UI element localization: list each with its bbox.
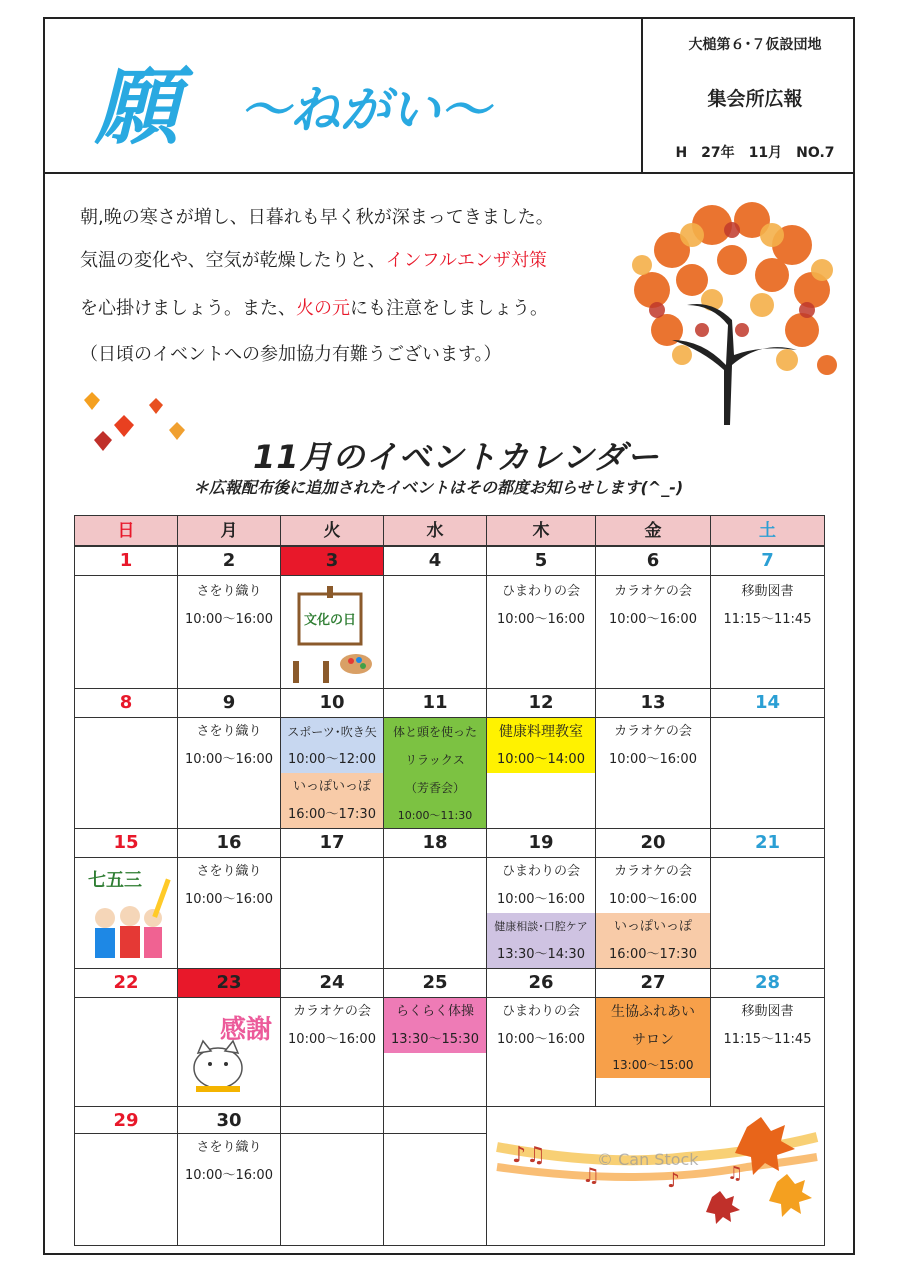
day-number: 15 [74, 828, 178, 858]
weekday-fri: 金 [595, 515, 711, 546]
event-coop-salon: 生協ふれあい サロン 13:00～15:00 [596, 998, 710, 1078]
day-number: 19 [486, 828, 596, 858]
day-cell [74, 1133, 178, 1246]
autumn-leaves-music-cell [486, 1106, 825, 1246]
day-cell [710, 717, 825, 829]
event-karaoke: カラオケの会 10:00～16:00 [595, 717, 711, 829]
day-cell [595, 857, 711, 969]
shichigosan-illustration [75, 858, 175, 966]
event-mobile-library: 移動図書 11:15～11:45 [710, 997, 825, 1107]
title-kana: ～ねがい～ [240, 81, 490, 139]
svg-text:♪♫: ♪♫ [512, 1143, 546, 1168]
shichigosan-cell [74, 857, 178, 969]
falling-leaves-illustration [74, 385, 194, 465]
day-number: 1 [74, 546, 178, 576]
title-kanji: 願 [95, 58, 178, 156]
day-cell [595, 997, 711, 1107]
event-relax: 体と頭を使った リラックス （芳香会） 10:00～11:30 [383, 717, 487, 829]
day-cell [74, 717, 178, 829]
day-cell [280, 1133, 384, 1246]
event-healthy-cooking: 健康料理教室 10:00～14:00 [487, 718, 595, 773]
day-number: 21 [710, 828, 825, 858]
event-health-consult: 健康相談･口腔ケア 13:30～14:30 [487, 913, 595, 968]
event-rakuraku-taiso: らくらく体操 13:30～15:30 [384, 998, 486, 1053]
day-number: 5 [486, 546, 596, 576]
day-cell [74, 997, 178, 1107]
event-calendar [74, 515, 825, 1246]
day-cell [280, 717, 384, 829]
calendar-title: 11月のイベントカレンダー [253, 438, 660, 476]
event-karaoke: カラオケの会 10:00～16:00 [595, 575, 711, 689]
day-number-empty [280, 1106, 384, 1134]
svg-text:感謝: 感謝 [219, 1015, 273, 1045]
day-number: 28 [710, 968, 825, 998]
day-number: 24 [280, 968, 384, 998]
weekday-sun: 日 [74, 515, 178, 546]
day-cell [74, 575, 178, 689]
day-number: 11 [383, 688, 487, 718]
event-karaoke: カラオケの会 10:00～16:00 [609, 864, 697, 907]
autumn-tree-illustration [612, 190, 844, 430]
svg-text:♫: ♫ [582, 1163, 600, 1187]
day-number: 20 [595, 828, 711, 858]
svg-text:文化の日: 文化の日 [303, 613, 357, 628]
day-number: 17 [280, 828, 384, 858]
event-himawari: ひまわりの会 10:00～16:00 [486, 575, 596, 689]
day-number: 25 [383, 968, 487, 998]
thanks-cell [177, 997, 281, 1107]
day-number: 13 [595, 688, 711, 718]
day-number: 26 [486, 968, 596, 998]
svg-text:♪: ♪ [667, 1168, 680, 1192]
day-cell [710, 857, 825, 969]
day-number: 18 [383, 828, 487, 858]
day-number: 4 [383, 546, 487, 576]
day-number: 27 [595, 968, 711, 998]
intro-line-3: を心掛けましょう。また、火の元にも注意をしましょう。 [80, 298, 548, 319]
svg-text:♫: ♫ [727, 1163, 744, 1184]
weekday-thu: 木 [486, 515, 596, 546]
day-cell [383, 997, 487, 1107]
day-cell [383, 1133, 487, 1246]
day-number-empty [383, 1106, 487, 1134]
culture-day-illustration [281, 576, 381, 686]
day-number: 2 [177, 546, 281, 576]
event-ippo-ippo: いっぽいっぽ 16:00～17:30 [596, 913, 710, 968]
weekday-tue: 火 [280, 515, 384, 546]
event-saori: さをり織り 10:00～16:00 [177, 575, 281, 689]
fire-highlight: 火の元 [296, 298, 350, 319]
day-number: 8 [74, 688, 178, 718]
day-cell [383, 857, 487, 969]
day-number-holiday: 23 [177, 968, 281, 998]
event-himawari: ひまわりの会 10:00～16:00 [497, 864, 585, 907]
event-ippo-ippo: いっぽいっぽ 16:00～17:30 [281, 773, 383, 828]
organization: 大槌第６･７仮設団地 [688, 37, 822, 53]
day-cell [383, 575, 487, 689]
day-number: 30 [177, 1106, 281, 1134]
day-cell [486, 857, 596, 969]
svg-text:七五三: 七五三 [88, 870, 142, 891]
day-number: 29 [74, 1106, 178, 1134]
day-number: 12 [486, 688, 596, 718]
event-saori: さをり織り 10:00～16:00 [177, 717, 281, 829]
day-number: 16 [177, 828, 281, 858]
day-number: 9 [177, 688, 281, 718]
weekday-sat: 土 [710, 515, 825, 546]
day-number: 14 [710, 688, 825, 718]
svg-text:© Can Stock: © Can Stock [597, 1150, 699, 1169]
day-number-holiday: 3 [280, 546, 384, 576]
weekday-mon: 月 [177, 515, 281, 546]
event-karaoke: カラオケの会 10:00～16:00 [280, 997, 384, 1107]
intro-line-1: 朝,晩の寒さが増し、日暮れも早く秋が深まってきました。 [80, 207, 554, 228]
flu-highlight: インフルエンザ対策 [385, 250, 547, 271]
event-himawari: ひまわりの会 10:00～16:00 [486, 997, 596, 1107]
event-saori: さをり織り 10:00～16:00 [177, 857, 281, 969]
day-number: 6 [595, 546, 711, 576]
thanks-cat-illustration [178, 998, 278, 1104]
day-number: 10 [280, 688, 384, 718]
day-number: 7 [710, 546, 825, 576]
autumn-leaves-music-illustration [487, 1107, 824, 1245]
intro-line-2: 気温の変化や、空気が乾燥したりと、インフルエンザ対策 [80, 250, 547, 271]
day-cell [280, 857, 384, 969]
event-saori: さをり織り 10:00～16:00 [177, 1133, 281, 1246]
day-number: 22 [74, 968, 178, 998]
day-cell [486, 717, 596, 829]
weekday-wed: 水 [383, 515, 487, 546]
event-sports-fukiya: スポーツ･吹き矢 10:00～12:00 [281, 718, 383, 773]
newsletter-name: 集会所広報 [707, 88, 803, 110]
issue-number: H 27年 11月 NO.7 [675, 145, 835, 161]
calendar-subtitle: ＊広報配布後に追加されたイベントはその都度お知らせします(^_-) [193, 478, 684, 497]
event-mobile-library: 移動図書 11:15～11:45 [710, 575, 825, 689]
culture-day-cell [280, 575, 384, 689]
intro-line-4: （日頃のイベントへの参加協力有難うございます。） [80, 344, 502, 365]
